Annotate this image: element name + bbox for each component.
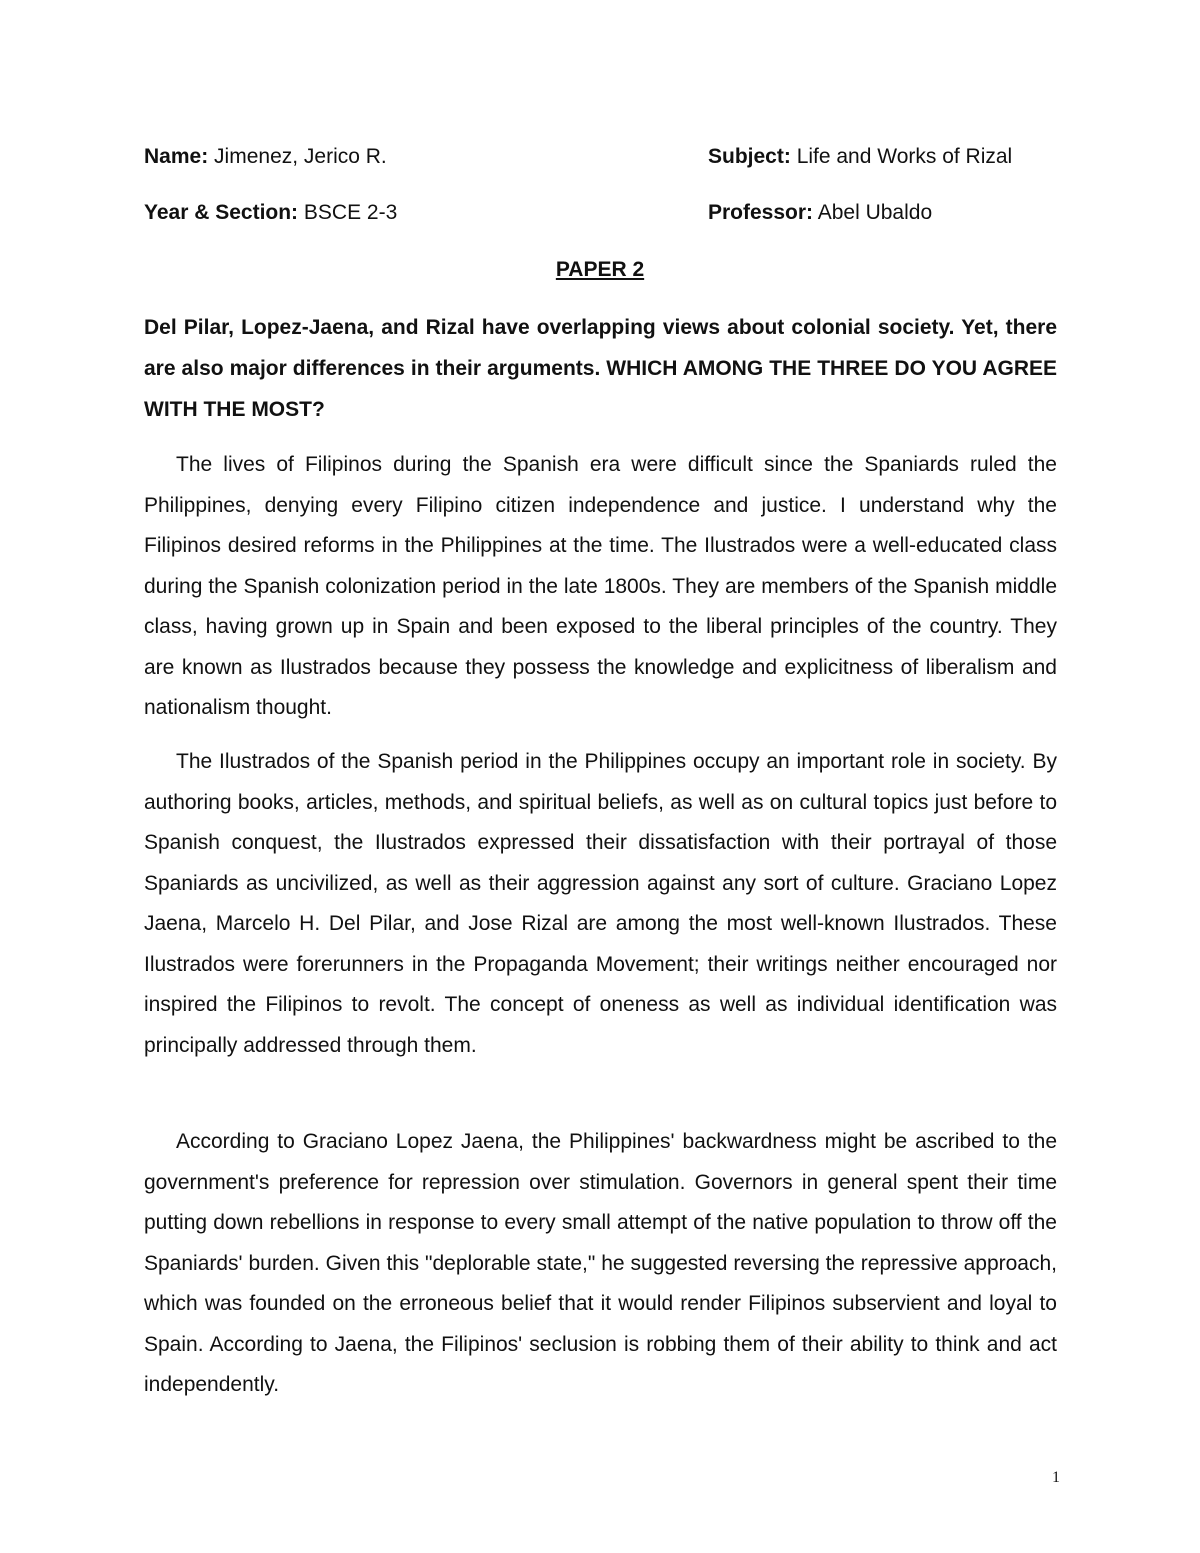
name-label: Name:: [144, 145, 209, 168]
subject-label: Subject:: [708, 145, 791, 168]
year-section-label: Year & Section:: [144, 201, 299, 224]
subject-value: Life and Works of Rizal: [796, 145, 1013, 168]
year-section-value: BSCE 2-3: [303, 201, 398, 224]
name-value: Jimenez, Jerico R.: [214, 145, 387, 168]
professor-value: Abel Ubaldo: [817, 201, 933, 224]
essay-question: Del Pilar, Lopez-Jaena, and Rizal have overlapping views about colonial society. Yet, there are also major differences in their arguments. WHICH AMONG THE THREE DO YOU AGREE WITH THE MOST?: [144, 316, 1057, 421]
name-field: [144, 142, 387, 172]
subject-field: [708, 142, 1012, 172]
professor-field: [708, 198, 932, 228]
page-number: 1: [1052, 1469, 1060, 1486]
paragraph-3: According to Graciano Lopez Jaena, the Philippines' backwardness might be ascribed to the government's preference for repression over stimulation. Governors in general spent their time putting down rebellions in response to every small attempt of the native population to throw off the Spaniards' burden. Given this "deplorable state," he suggested reversing the repressive approach, which was founded on the erroneous belief that it would render Filipinos subservient and loyal to Spain. According to Jaena, the Filipinos' seclusion is robbing them of their ability to think and act independently.: [144, 1130, 1057, 1396]
professor-label: Professor:: [708, 201, 814, 224]
paper-title: PAPER 2: [555, 258, 645, 281]
year-section-field: [144, 198, 397, 228]
paragraph-1: The lives of Filipinos during the Spanish era were difficult since the Spaniards ruled the Philippines, denying every Filipino citizen independence and justice. I understand why the Filipinos desired reforms in the Philippines at the time. The Ilustrados were a well-educated class during the Spanish colonization period in the late 1800s. They are members of the Spanish middle class, having grown up in Spain and been exposed to the liberal principles of the country. They are known as Ilustrados because they possess the knowledge and explicitness of liberalism and nationalism thought.: [144, 453, 1057, 719]
paragraph-2: The Ilustrados of the Spanish period in the Philippines occupy an important role in society. By authoring books, articles, methods, and spiritual beliefs, as well as on cultural topics just before to Spanish conquest, the Ilustrados expressed their dissatisfaction with their portrayal of those Spaniards as uncivilized, as well as their aggression against any sort of culture. Graciano Lopez Jaena, Marcelo H. Del Pilar, and Jose Rizal are among the most well-known Ilustrados. These Ilustrados were forerunners in the Propaganda Movement; their writings neither encouraged nor inspired the Filipinos to revolt. The concept of oneness as well as individual identification was principally addressed through them.: [144, 750, 1057, 1057]
